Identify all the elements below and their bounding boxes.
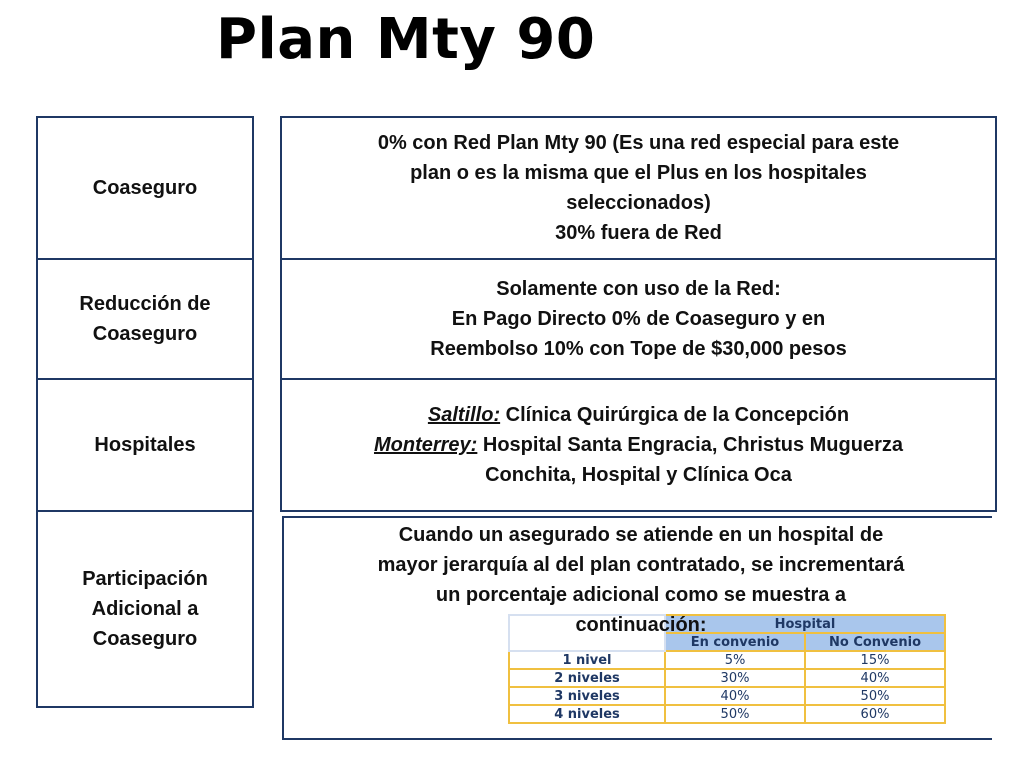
label-hospitales [36, 378, 254, 512]
table-cell: 40% [805, 669, 945, 687]
content-line: 30% fuera de Red [555, 222, 722, 244]
table-group-header: Hospital [665, 615, 945, 633]
content-line: Solamente con uso de la Red: [496, 278, 781, 300]
table-row [509, 669, 945, 687]
content-line: Cuando un asegurado se atiende en un hospital de [398, 524, 884, 546]
hospital-text: Clínica Quirúrgica de la Concepción [500, 404, 850, 426]
city-label-monterrey: Monterrey: [373, 434, 478, 456]
table-cell: 60% [805, 705, 945, 723]
table-row [509, 651, 945, 669]
label-participacion [36, 510, 254, 708]
content-line: un porcentaje adicional como se muestra a [435, 584, 847, 606]
table-row-label: 1 nivel [509, 651, 665, 669]
label-reduccion [36, 258, 254, 380]
table-row-label: 4 niveles [509, 705, 665, 723]
content-coaseguro [280, 116, 997, 260]
content-line: seleccionados) [566, 192, 711, 214]
table-cell: 5% [665, 651, 805, 669]
hospital-line-monterrey-2: Conchita, Hospital y Clínica Oca [485, 464, 792, 486]
content-line: Reembolso 10% con Tope de $30,000 pesos [430, 338, 847, 360]
label-text: Participación Adicional a Coaseguro [82, 568, 208, 650]
label-coaseguro [36, 116, 254, 260]
content-line: 0% con Red Plan Mty 90 (Es una red especial para este [377, 132, 900, 154]
city-label-saltillo: Saltillo: [427, 404, 501, 426]
hospital-line-saltillo [428, 400, 849, 430]
label-text: Coaseguro [92, 177, 198, 199]
hospital-text: Hospital Santa Engracia, Christus Muguerza [477, 434, 903, 456]
table-row [509, 687, 945, 705]
content-line: mayor jerarquía al del plan contratado, se incrementará [377, 554, 905, 576]
table-cell: 50% [805, 687, 945, 705]
table-row-label: 3 niveles [509, 687, 665, 705]
table-cell: 50% [665, 705, 805, 723]
label-text: Reducción de Coaseguro [79, 293, 211, 345]
table-row-label: 2 niveles [509, 669, 665, 687]
participacion-text [296, 520, 986, 640]
table-col-header: No Convenio [805, 633, 945, 651]
page-title: Plan Mty 90 [216, 7, 596, 72]
table-cell: 40% [665, 687, 805, 705]
table-cell: 15% [805, 651, 945, 669]
content-hospitales [280, 378, 997, 512]
content-line: En Pago Directo 0% de Coaseguro y en [451, 308, 826, 330]
content-line: plan o es la misma que el Plus en los hospitales [410, 162, 867, 184]
content-line: continuación: [575, 614, 707, 636]
hospital-line-monterrey [374, 430, 903, 460]
content-reduccion [280, 258, 997, 380]
table-row [509, 705, 945, 723]
table-cell: 30% [665, 669, 805, 687]
label-text: Hospitales [94, 434, 196, 456]
table-col-header: En convenio [665, 633, 805, 651]
